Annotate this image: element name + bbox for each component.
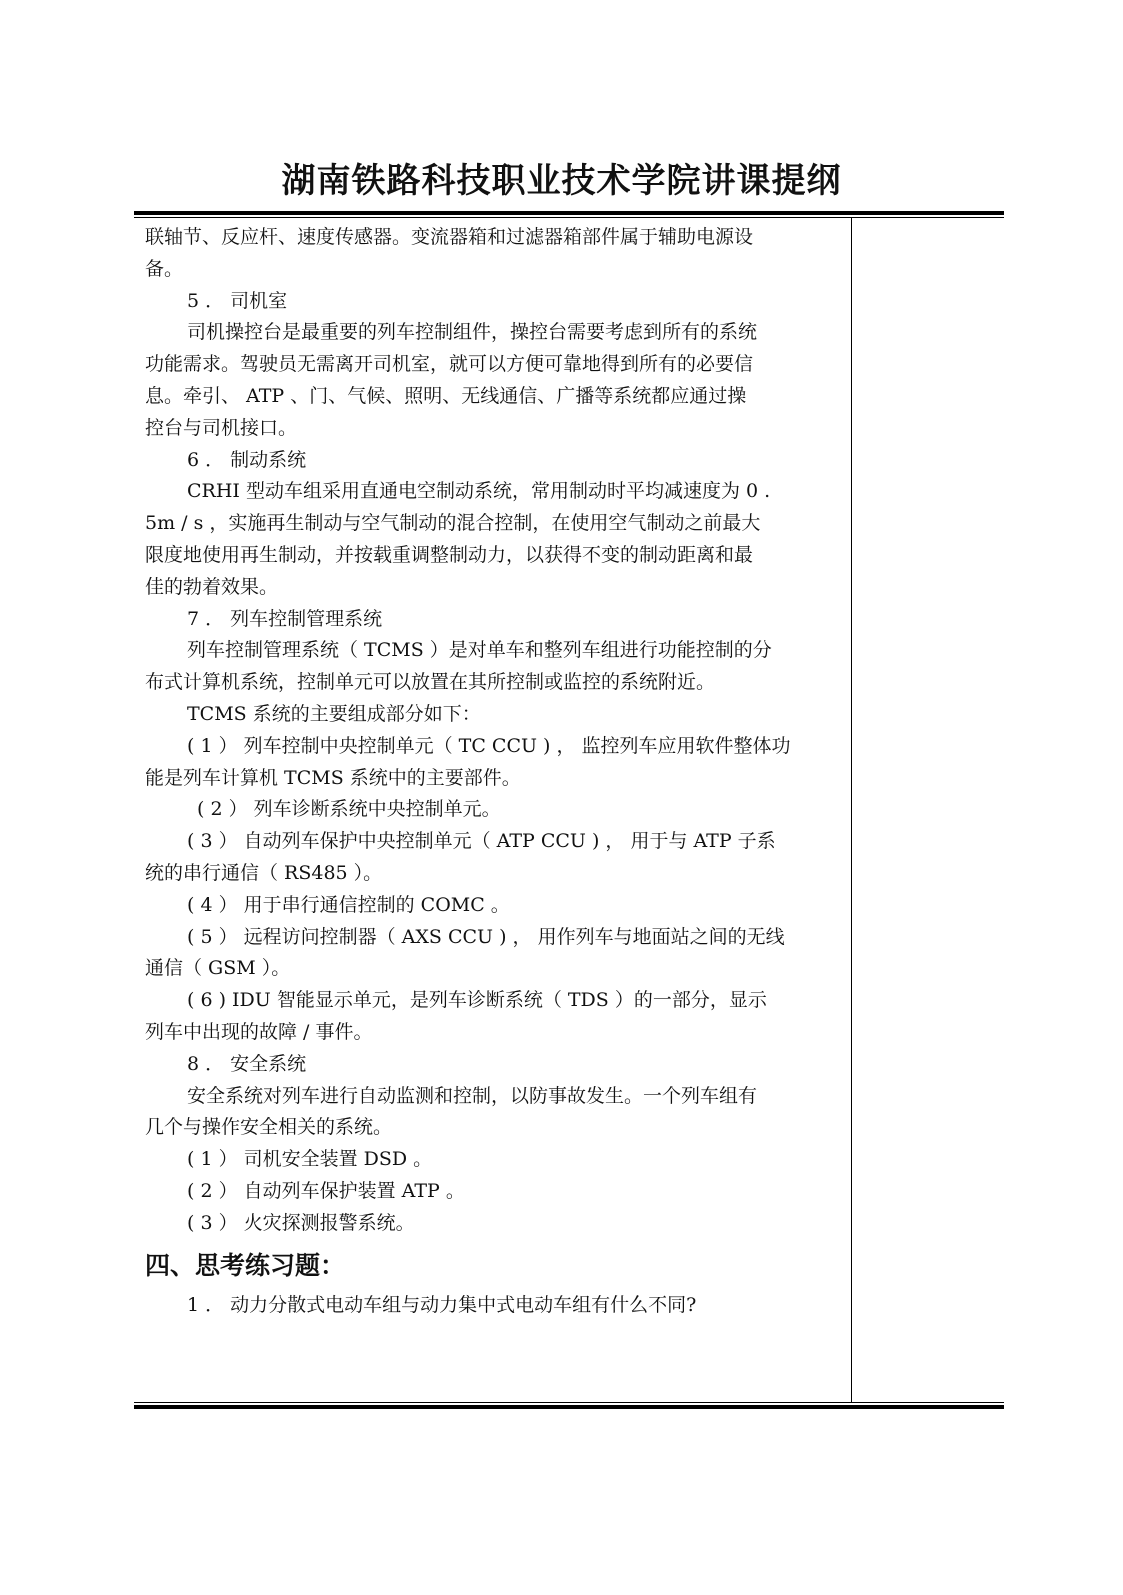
- body-line: 功能需求。驾驶员无需离开司机室，就可以方便可靠地得到所有的必要信: [145, 353, 754, 376]
- subsection-heading-safety: 8 ． 安全系统: [187, 1052, 307, 1075]
- body-line: 列车控制管理系统（ TCMS ）是对单车和整列车组进行功能控制的分: [187, 639, 772, 662]
- body-line: 备。: [145, 257, 184, 280]
- body-line: 通信（ GSM ）。: [145, 957, 291, 980]
- body-line: 佳的勃着效果。: [145, 575, 279, 598]
- subsection-heading-brake: 6 ． 制动系统: [187, 448, 307, 471]
- list-item: ( 5 ） 远程访问控制器（ AXS CCU ) ， 用作列车与地面站之间的无线: [187, 925, 785, 948]
- page-title: 湖南铁路科技职业技术学院讲课提纲: [281, 161, 842, 201]
- body-line: 限度地使用再生制动，并按载重调整制动力，以获得不变的制动距离和最: [145, 543, 754, 566]
- right-margin-column-border: [851, 217, 852, 1403]
- bottom-border-thick: [134, 1405, 1004, 1409]
- body-line: 联轴节、反应杆、速度传感器。变流器箱和过滤器箱部件属于辅助电源设: [145, 226, 754, 248]
- top-border-thick: [134, 211, 1004, 215]
- subsection-heading-tcms: 7 ． 列车控制管理系统: [187, 607, 383, 630]
- list-item: ( 1 ） 列车控制中央控制单元（ TC CCU ) ， 监控列车应用软件整体功: [187, 734, 791, 757]
- body-line: 布式计算机系统，控制单元可以放置在其所控制或监控的系统附近。: [145, 671, 716, 694]
- body-line: 控台与司机接口。: [145, 416, 298, 439]
- list-item: ( 4 ） 用于串行通信控制的 COMC 。: [187, 893, 510, 916]
- body-line: CRHI 型动车组采用直通电空制动系统，常用制动时平均减速度为 0 .: [187, 480, 771, 503]
- list-item: ( 3 ） 火灾探测报警系统。: [187, 1211, 415, 1234]
- list-item: ( 6 ) IDU 智能显示单元，是列车诊断系统（ TDS ）的一部分，显示: [187, 989, 767, 1012]
- lecture-outline-body: [145, 222, 845, 1321]
- body-line: 安全系统对列车进行自动监测和控制，以防事故发生。一个列车组有: [187, 1084, 758, 1107]
- top-border-thin: [134, 217, 1004, 218]
- list-item: ( 1 ） 司机安全装置 DSD 。: [187, 1148, 433, 1171]
- body-line: TCMS 系统的主要组成部分如下：: [187, 702, 481, 725]
- exercise-question: 1 ． 动力分散式电动车组与动力集中式电动车组有什么不同?: [187, 1293, 697, 1316]
- body-line: 能是列车计算机 TCMS 系统中的主要部件。: [145, 766, 521, 789]
- body-line: 5m / s ，实施再生制动与空气制动的混合控制，在使用空气制动之前最大: [145, 512, 761, 535]
- body-line: 统的串行通信（ RS485 ）。: [145, 861, 383, 884]
- section-heading-exercises: 四、思考练习题：: [145, 1250, 346, 1280]
- list-item: ( 2 ） 列车诊断系统中央控制单元。: [197, 798, 501, 821]
- body-line: 几个与操作安全相关的系统。: [145, 1116, 393, 1139]
- list-item: ( 2 ） 自动列车保护装置 ATP 。: [187, 1179, 465, 1202]
- body-line: 司机操控台是最重要的列车控制组件，操控台需要考虑到所有的系统: [187, 321, 758, 344]
- subsection-heading-cab: 5 ． 司机室: [187, 289, 288, 312]
- body-line: 息。牵引、 ATP 、门、气候、照明、无线通信、广播等系统都应通过操: [145, 384, 747, 407]
- body-line: 列车中出现的故障 / 事件。: [145, 1020, 373, 1043]
- bottom-border-thin: [134, 1402, 1004, 1403]
- list-item: ( 3 ） 自动列车保护中央控制单元（ ATP CCU ) ， 用于与 ATP 子系: [187, 830, 776, 853]
